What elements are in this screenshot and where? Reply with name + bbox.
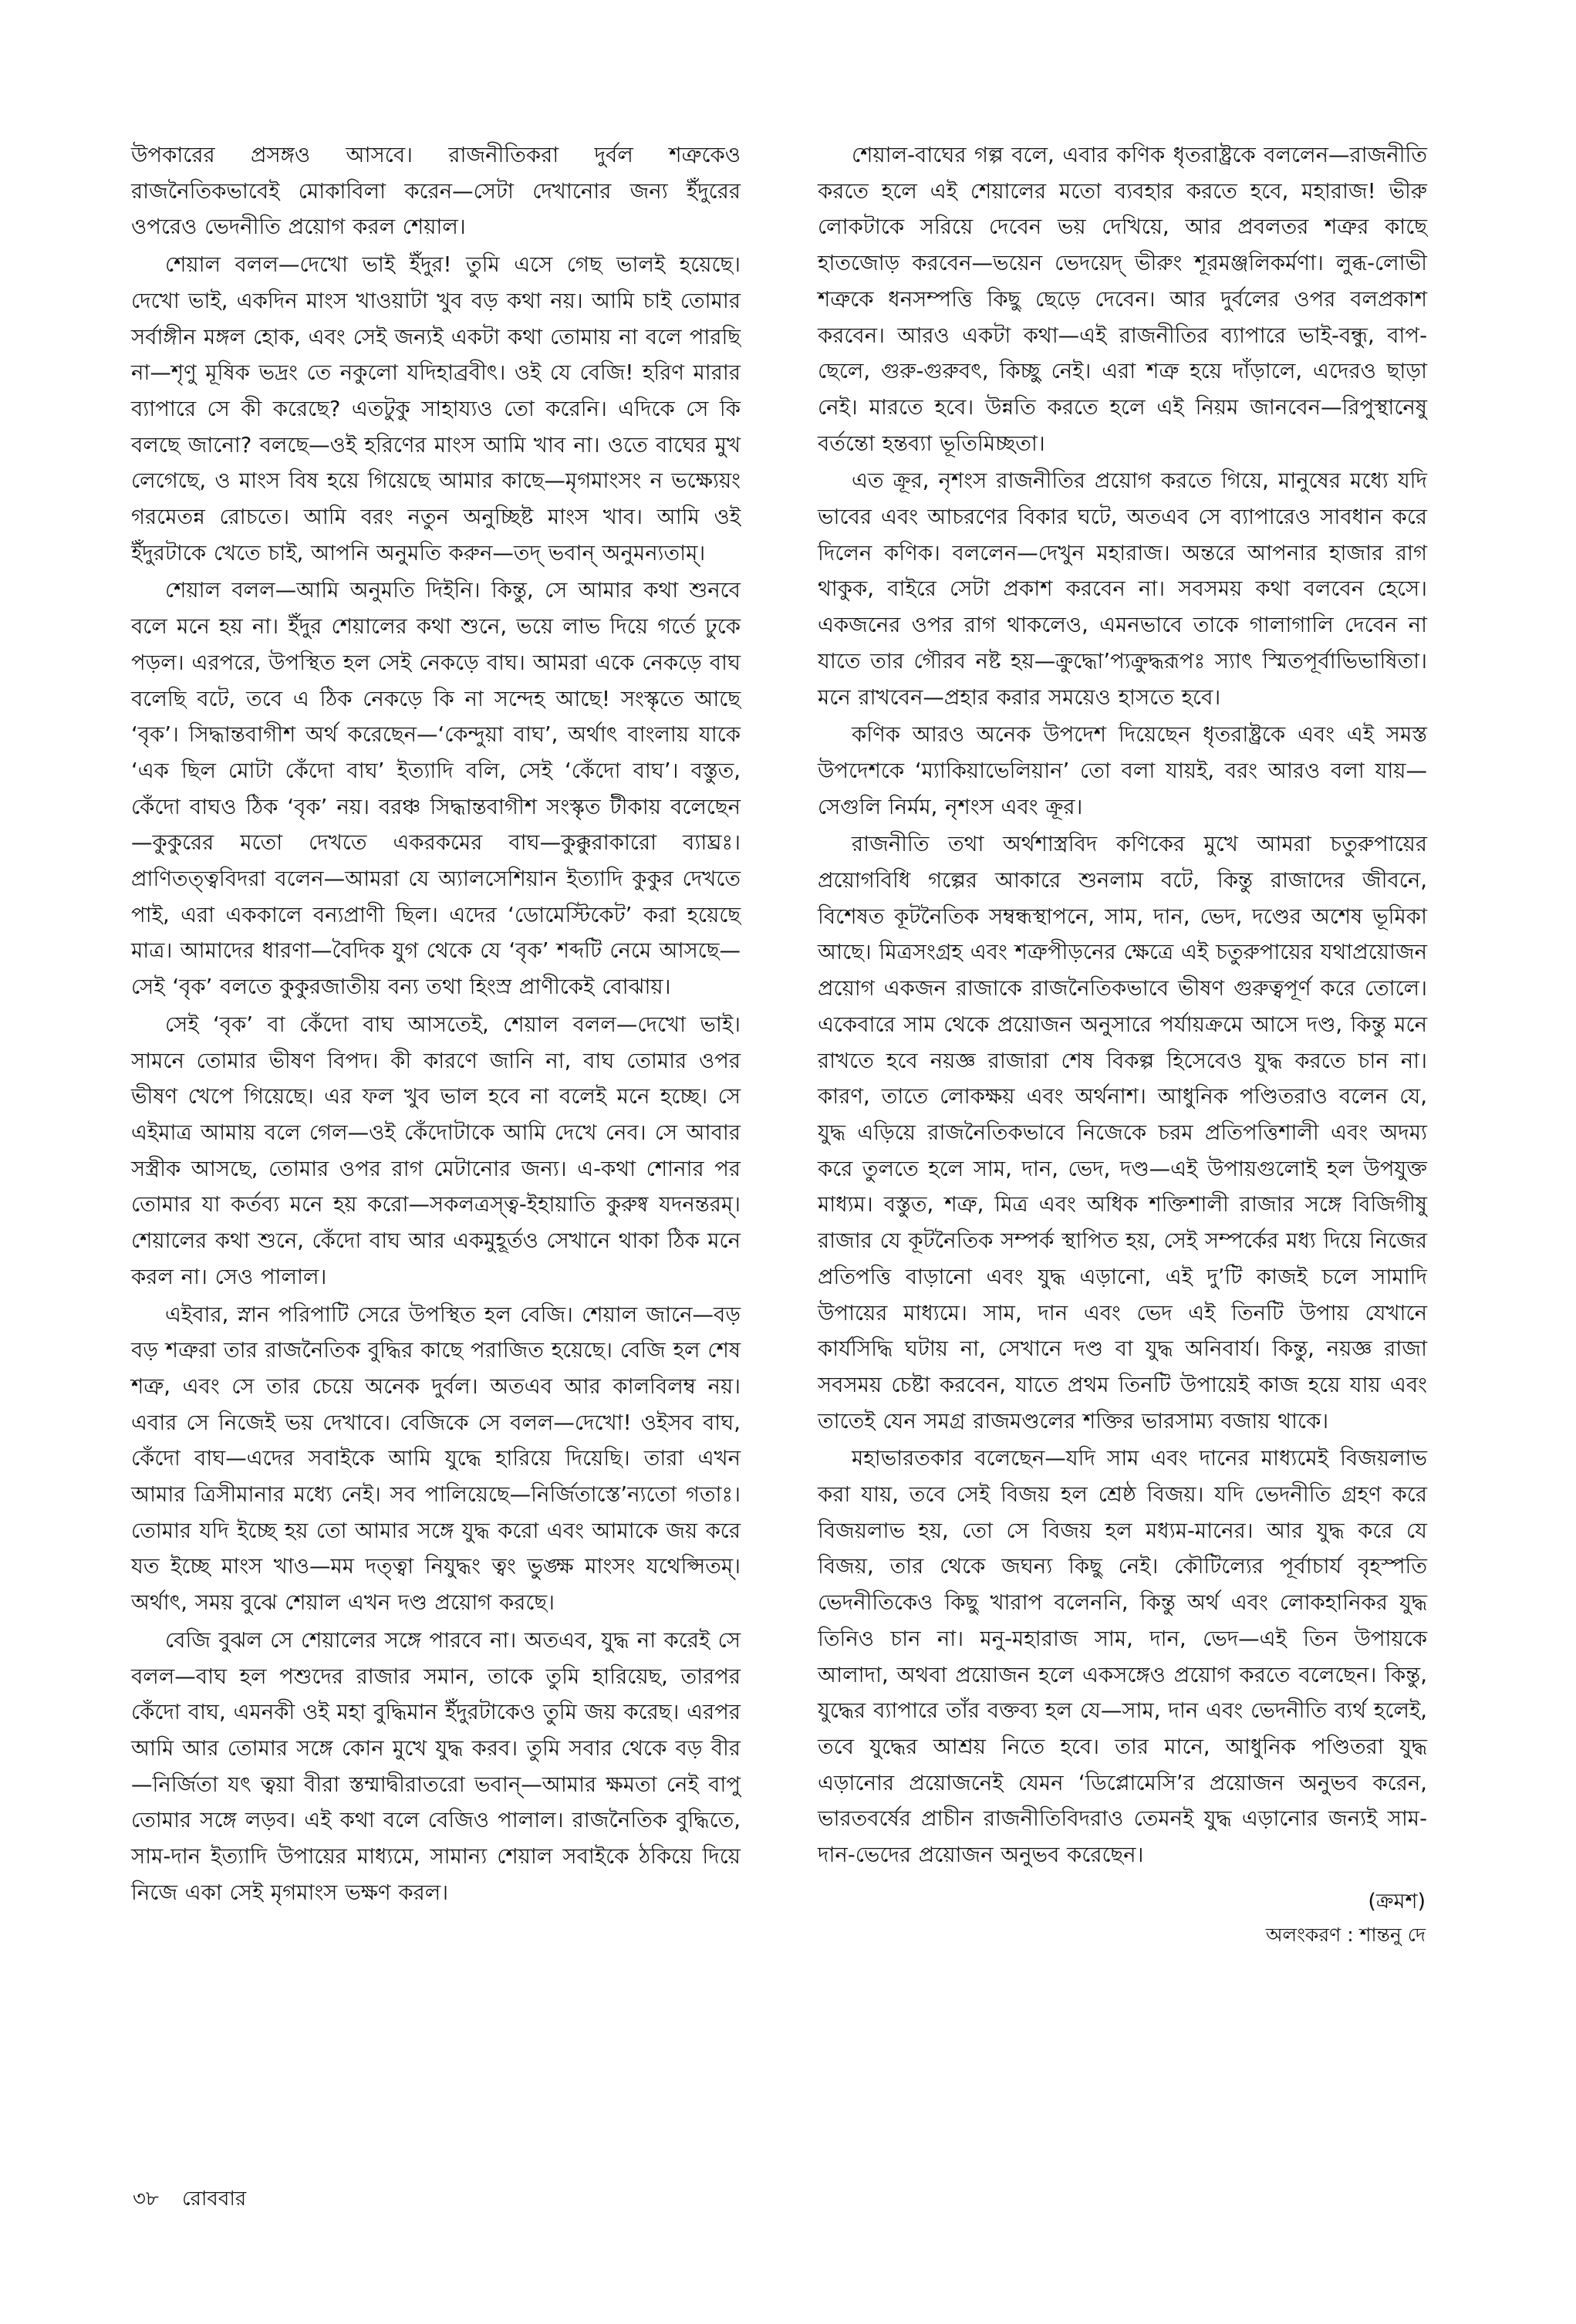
article-paragraph: সেই ‘বৃক’ বা কেঁদো বাঘ আসতেই, শেয়াল বলল—দেখো ভাই। সামনে তোমার ভীষণ বিপদ। কী কারণে জানি না, বাঘ তোমার ওপর ভীষণ খেপে গিয়েছে। এর ফল খুব ভাল হবে না বলেই মনে হচ্ছে। সে এইমাত্র আমায় বলে গেল—ওই কেঁদোটাকে আমি দেখে নেব। সে আবার সস্ত্রীক আসছে, তোমার ওপর রাগ মেটানোর জন্য। এ-কথা শোনার পর তোমার যা কর্তব্য মনে হয় করো—সকলত্রস্ত্ব-ইহায়াতি কুরুষ্ব যদনন্তরম্। শেয়ালের কথা শুনে, কেঁদো বাঘ আর একমুহূর্তও সেখানে থাকা ঠিক মনে করল না। সেও পালাল। xyxy=(131,1012,741,1289)
illustration-credit: অলংকরণ : শান্তনু দে xyxy=(1265,1923,1426,1946)
article-paragraph: কণিক আরও অনেক উপদেশ দিয়েছেন ধৃতরাষ্ট্রকে এবং এই সমস্ত উপদেশকে ‘ম্যাকিয়াভেলিয়ান’ তো বলা যায়ই, বরং আরও বলা যায়—সেগুলি নির্মম, নৃশংস এবং ক্রূর। xyxy=(818,722,1427,819)
article-paragraph: এইবার, স্নান পরিপাটি সেরে উপস্থিত হল বেজি। শেয়াল জানে—বড় বড় শত্রুরা তার রাজনৈতিক বুদ্ধির কাছে পরাজিত হয়েছে। বেজি হল শেষ শত্রু, এবং সে তার চেয়ে অনেক দুর্বল। অতএব আর কালবিলম্ব নয়। এবার সে নিজেই ভয় দেখাবে। বেজিকে সে বলল—দেখো! ওইসব বাঘ, কেঁদো বাঘ—এদের সবাইকে আমি যুদ্ধে হারিয়ে দিয়েছি। তারা এখন আমার ত্রিসীমানার মধ্যে নেই। সব পালিয়েছে—নির্জিতাস্তে’ন্যতো গতাঃ। তোমার যদি ইচ্ছে হয় তো আমার সঙ্গে যুদ্ধ করো এবং আমাকে জয় করে যত ইচ্ছে মাংস খাও—মম দত্ত্বা নিযুদ্ধং ত্বং ভুঙ্ক্ষ মাংসং যথেপ্সিতম্। অর্থাৎ, সময় বুঝে শেয়াল এখন দণ্ড প্রয়োগ করছে। xyxy=(131,1302,741,1616)
page-number: ৩৮ xyxy=(133,2187,159,2211)
article-paragraph: রাজনীতি তথা অর্থশাস্ত্রবিদ কণিকের মুখে আমরা চতুরুপায়ের প্রয়োগবিধি গল্পের আকারে শুনলাম বটে, কিন্তু রাজাদের জীবনে, বিশেষত কূটনৈতিক সম্বন্ধস্থাপনে, সাম, দান, ভেদ, দণ্ডের অশেষ ভূমিকা আছে। মিত্রসংগ্রহ এবং শত্রুপীড়নের ক্ষেত্রে এই চতুরুপায়ের যথাপ্রয়োজন প্রয়োগ একজন রাজাকে রাজনৈতিকভাবে ভীষণ গুরুত্বপূর্ণ করে তোলে। একেবারে সাম থেকে প্রয়োজন অনুসারে পর্যায়ক্রমে আসে দণ্ড, কিন্তু মনে রাখতে হবে নয়জ্ঞ রাজারা শেষ বিকল্প হিসেবেও যুদ্ধ করতে চান না। কারণ, তাতে লোকক্ষয় এবং অর্থনাশ। আধুনিক পণ্ডিতরাও বলেন যে, যুদ্ধ এড়িয়ে রাজনৈতিকভাবে নিজেকে চরম প্রতিপত্তিশালী এবং অদম্য করে তুলতে হলে সাম, দান, ভেদ, দণ্ড—এই উপায়গুলোই হল উপযুক্ত মাধ্যম। বস্তুত, শত্রু, মিত্র এবং অধিক শক্তিশালী রাজার সঙ্গে বিজিগীষু রাজার যে কূটনৈতিক সম্পর্ক স্থাপিত হয়, সেই সম্পর্কের মধ্য দিয়ে নিজের প্রতিপত্তি বাড়ানো এবং যুদ্ধ এড়ানো, এই দু’টি কাজই চলে সামাদি উপায়ের মাধ্যমে। সাম, দান এবং ভেদ এই তিনটি উপায় যেখানে কার্যসিদ্ধি ঘটায় না, সেখানে দণ্ড বা যুদ্ধ অনিবার্য। কিন্তু, নয়জ্ঞ রাজা সবসময় চেষ্টা করবেন, যাতে প্রথম তিনটি উপায়েই কাজ হয়ে যায় এবং তাতেই যেন সমগ্র রাজমণ্ডলের শক্তির ভারসাম্য বজায় থাকে। xyxy=(818,832,1427,1434)
article-paragraph: শেয়াল বলল—আমি অনুমতি দিইনি। কিন্তু, সে আমার কথা শুনবে বলে মনে হয় না। ইঁদুর শেয়ালের কথা শুনে, ভয়ে লাভ দিয়ে গর্তে ঢুকে পড়ল। এরপরে, উপস্থিত হল সেই নেকড়ে বাঘ। আমরা একে নেকড়ে বাঘ বলেছি বটে, তবে এ ঠিক নেকড়ে কি না সন্দেহ আছে! সংস্কৃতে আছে ‘বৃক’। সিদ্ধান্তবাগীশ অর্থ করেছেন—‘কেন্দুয়া বাঘ’, অর্থাৎ বাংলায় যাকে ‘এক ছিল মোটা কেঁদো বাঘ’ ইত্যাদি বলি, সেই ‘কেঁদো বাঘ’। বস্তুত, কেঁদো বাঘও ঠিক ‘বৃক’ নয়। বরঞ্চ সিদ্ধান্তবাগীশ সংস্কৃত টীকায় বলেছেন—কুকুরের মতো দেখতে একরকমের বাঘ—কুক্কুরাকারো ব্যাঘ্রঃ। প্রাণিতত্ত্ববিদরা বলেন—আমরা যে অ্যালসেশিয়ান ইত্যাদি কুকুর দেখতে পাই, এরা এককালে বন্যপ্রাণী ছিল। এদের ‘ডোমেস্টিকেট’ করা হয়েছে মাত্র। আমাদের ধারণা—বৈদিক যুগ থেকে যে ‘বৃক’ শব্দটি নেমে আসছে—সেই ‘বৃক’ বলতে কুকুরজাতীয় বন্য তথা হিংস্র প্রাণীকেই বোঝায়। xyxy=(131,578,741,1000)
article-paragraph: বেজি বুঝল সে শেয়ালের সঙ্গে পারবে না। অতএব, যুদ্ধ না করেই সে বলল—বাঘ হল পশুদের রাজার সমান, তাকে তুমি হারিয়েছ, তারপর কেঁদো বাঘ, এমনকী ওই মহা বুদ্ধিমান ইঁদুরটাকেও তুমি জয় করেছ। এরপর আমি আর তোমার সঙ্গে কোন মুখে যুদ্ধ করব। তুমি সবার থেকে বড় বীর—নির্জিতা যৎ ত্বয়া বীরা স্তম্মাদ্বীরাতরো ভবান্—আমার ক্ষমতা নেই বাপু তোমার সঙ্গে লড়ব। এই কথা বলে বেজিও পালাল। রাজনৈতিক বুদ্ধিতে, সাম-দান ইত্যাদি উপায়ের মাধ্যমে, সামান্য শেয়াল সবাইকে ঠকিয়ে দিয়ে নিজে একা সেই মৃগমাংস ভক্ষণ করল। xyxy=(131,1627,741,1905)
magazine-name: রোববার xyxy=(182,2187,247,2211)
article-paragraph: এত ক্রূর, নৃশংস রাজনীতির প্রয়োগ করতে গিয়ে, মানুষের মধ্যে যদি ভাবের এবং আচরণের বিকার ঘটে, অতএব সে ব্যাপারেও সাবধান করে দিলেন কণিক। বললেন—দেখুন মহারাজ। অন্তরে আপনার হাজার রাগ থাকুক, বাইরে সেটা প্রকাশ করবেন না। সবসময় কথা বলবেন হেসে। একজনের ওপর রাগ থাকলেও, এমনভাবে তাকে গালাগালি দেবেন না যাতে তার গৌরব নষ্ট হয়—ক্রুদ্ধো’প্যক্রুদ্ধরূপঃ স্যাৎ স্মিতপূর্বাভিভাষিতা। মনে রাখবেন—প্রহার করার সময়েও হাসতে হবে। xyxy=(818,468,1427,710)
article-paragraph: শেয়াল-বাঘের গল্প বলে, এবার কণিক ধৃতরাষ্ট্রকে বললেন—রাজনীতি করতে হলে এই শেয়ালের মতো ব্যবহার করতে হবে, মহারাজ! ভীরু লোকটাকে সরিয়ে দেবেন ভয় দেখিয়ে, আর প্রবলতর শত্রুর কাছে হাতজোড় করবেন—ভয়েন ভেদয়েদ্ ভীরুং শূরমঞ্জলিকর্মণা। লুব্ধ-লোভী শত্রুকে ধনসম্পত্তি কিছু ছেড়ে দেবেন। আর দুর্বলের ওপর বলপ্রকাশ করবেন। আরও একটা কথা—এই রাজনীতির ব্যাপারে ভাই-বন্ধু, বাপ-ছেলে, গুরু-গুরুবৎ, কিচ্ছু নেই। এরা শত্রু হয়ে দাঁড়ালে, এদেরও ছাড়া নেই। মারতে হবে। উন্নতি করতে হলে এই নিয়ম জানবেন—রিপুস্থানেষু বর্তন্তো হন্তব্যা ভূতিমিচ্ছতা। xyxy=(818,143,1427,456)
right-column xyxy=(818,137,1427,1951)
article-paragraph: উপকারের প্রসঙ্গও আসবে। রাজনীতিকরা দুর্বল শত্রুকেও রাজনৈতিকভাবেই মোকাবিলা করেন—সেটা দেখানোর জন্য ইঁদুরের ওপরেও ভেদনীতি প্রয়োগ করল শেয়াল। xyxy=(131,143,741,240)
page-footer xyxy=(133,2185,246,2213)
article-paragraph: মহাভারতকার বলেছেন—যদি সাম এবং দানের মাধ্যমেই বিজয়লাভ করা যায়, তবে সেই বিজয় হল শ্রেষ্ঠ বিজয়। যদি ভেদনীতি গ্রহণ করে বিজয়লাভ হয়, তো সে বিজয় হল মধ্যম-মানের। আর যুদ্ধ করে যে বিজয়, তার থেকে জঘন্য কিছু নেই। কৌটিল্যের পূর্বাচার্য বৃহস্পতি ভেদনীতিকেও কিছু খারাপ বলেননি, কিন্তু অর্থ এবং লোকহানিকর যুদ্ধ তিনিও চান না। মনু-মহারাজ সাম, দান, ভেদ—এই তিন উপায়কে আলাদা, অথবা প্রয়োজন হলে একসঙ্গেও প্রয়োগ করতে বলেছেন। কিন্তু, যুদ্ধের ব্যাপারে তাঁর বক্তব্য হল যে—সাম, দান এবং ভেদনীতি ব্যর্থ হলেই, তবে যুদ্ধের আশ্রয় নিতে হবে। তার মানে, আধুনিক পণ্ডিতরা যুদ্ধ এড়ানোর প্রয়োজনেই যেমন ‘ডিপ্লোমেসি’র প্রয়োজন অনুভব করেন, ভারতবর্ষের প্রাচীন রাজনীতিবিদরাও তেমনই যুদ্ধ এড়ানোর জন্যই সাম-দান-ভেদের প্রয়োজন অনুভব করেছেন। xyxy=(818,1446,1427,1868)
to-be-continued-note: (ক্রমশ) xyxy=(1368,1889,1426,1914)
left-column xyxy=(131,137,741,1910)
article-paragraph: শেয়াল বলল—দেখো ভাই ইঁদুর! তুমি এসে গেছ ভালই হয়েছে। দেখো ভাই, একদিন মাংস খাওয়াটা খুব বড় কথা নয়। আমি চাই তোমার সর্বাঙ্গীন মঙ্গল হোক, এবং সেই জন্যই একটা কথা তোমায় না বলে পারছি না—শৃণু মূষিক ভদ্রং তে নকুলো যদিহাব্রবীৎ। ওই যে বেজি! হরিণ মারার ব্যাপারে সে কী করেছে? এতটুকু সাহায্যও তো করেনি। এদিকে সে কি বলছে জানো? বলছে—ওই হরিণের মাংস আমি খাব না। ওতে বাঘের মুখ লেগেছে, ও মাংস বিষ হয়ে গিয়েছে আমার কাছে—মৃগমাংসং ন ভক্ষ্যেয়ং গরমেতন্ন রোচতে। আমি বরং নতুন অনুচ্ছিষ্ট মাংস খাব। আমি ওই ইঁদুরটাকে খেতে চাই, আপনি অনুমতি করুন—তদ্ ভবান্ অনুমন্যতাম্। xyxy=(131,252,741,566)
